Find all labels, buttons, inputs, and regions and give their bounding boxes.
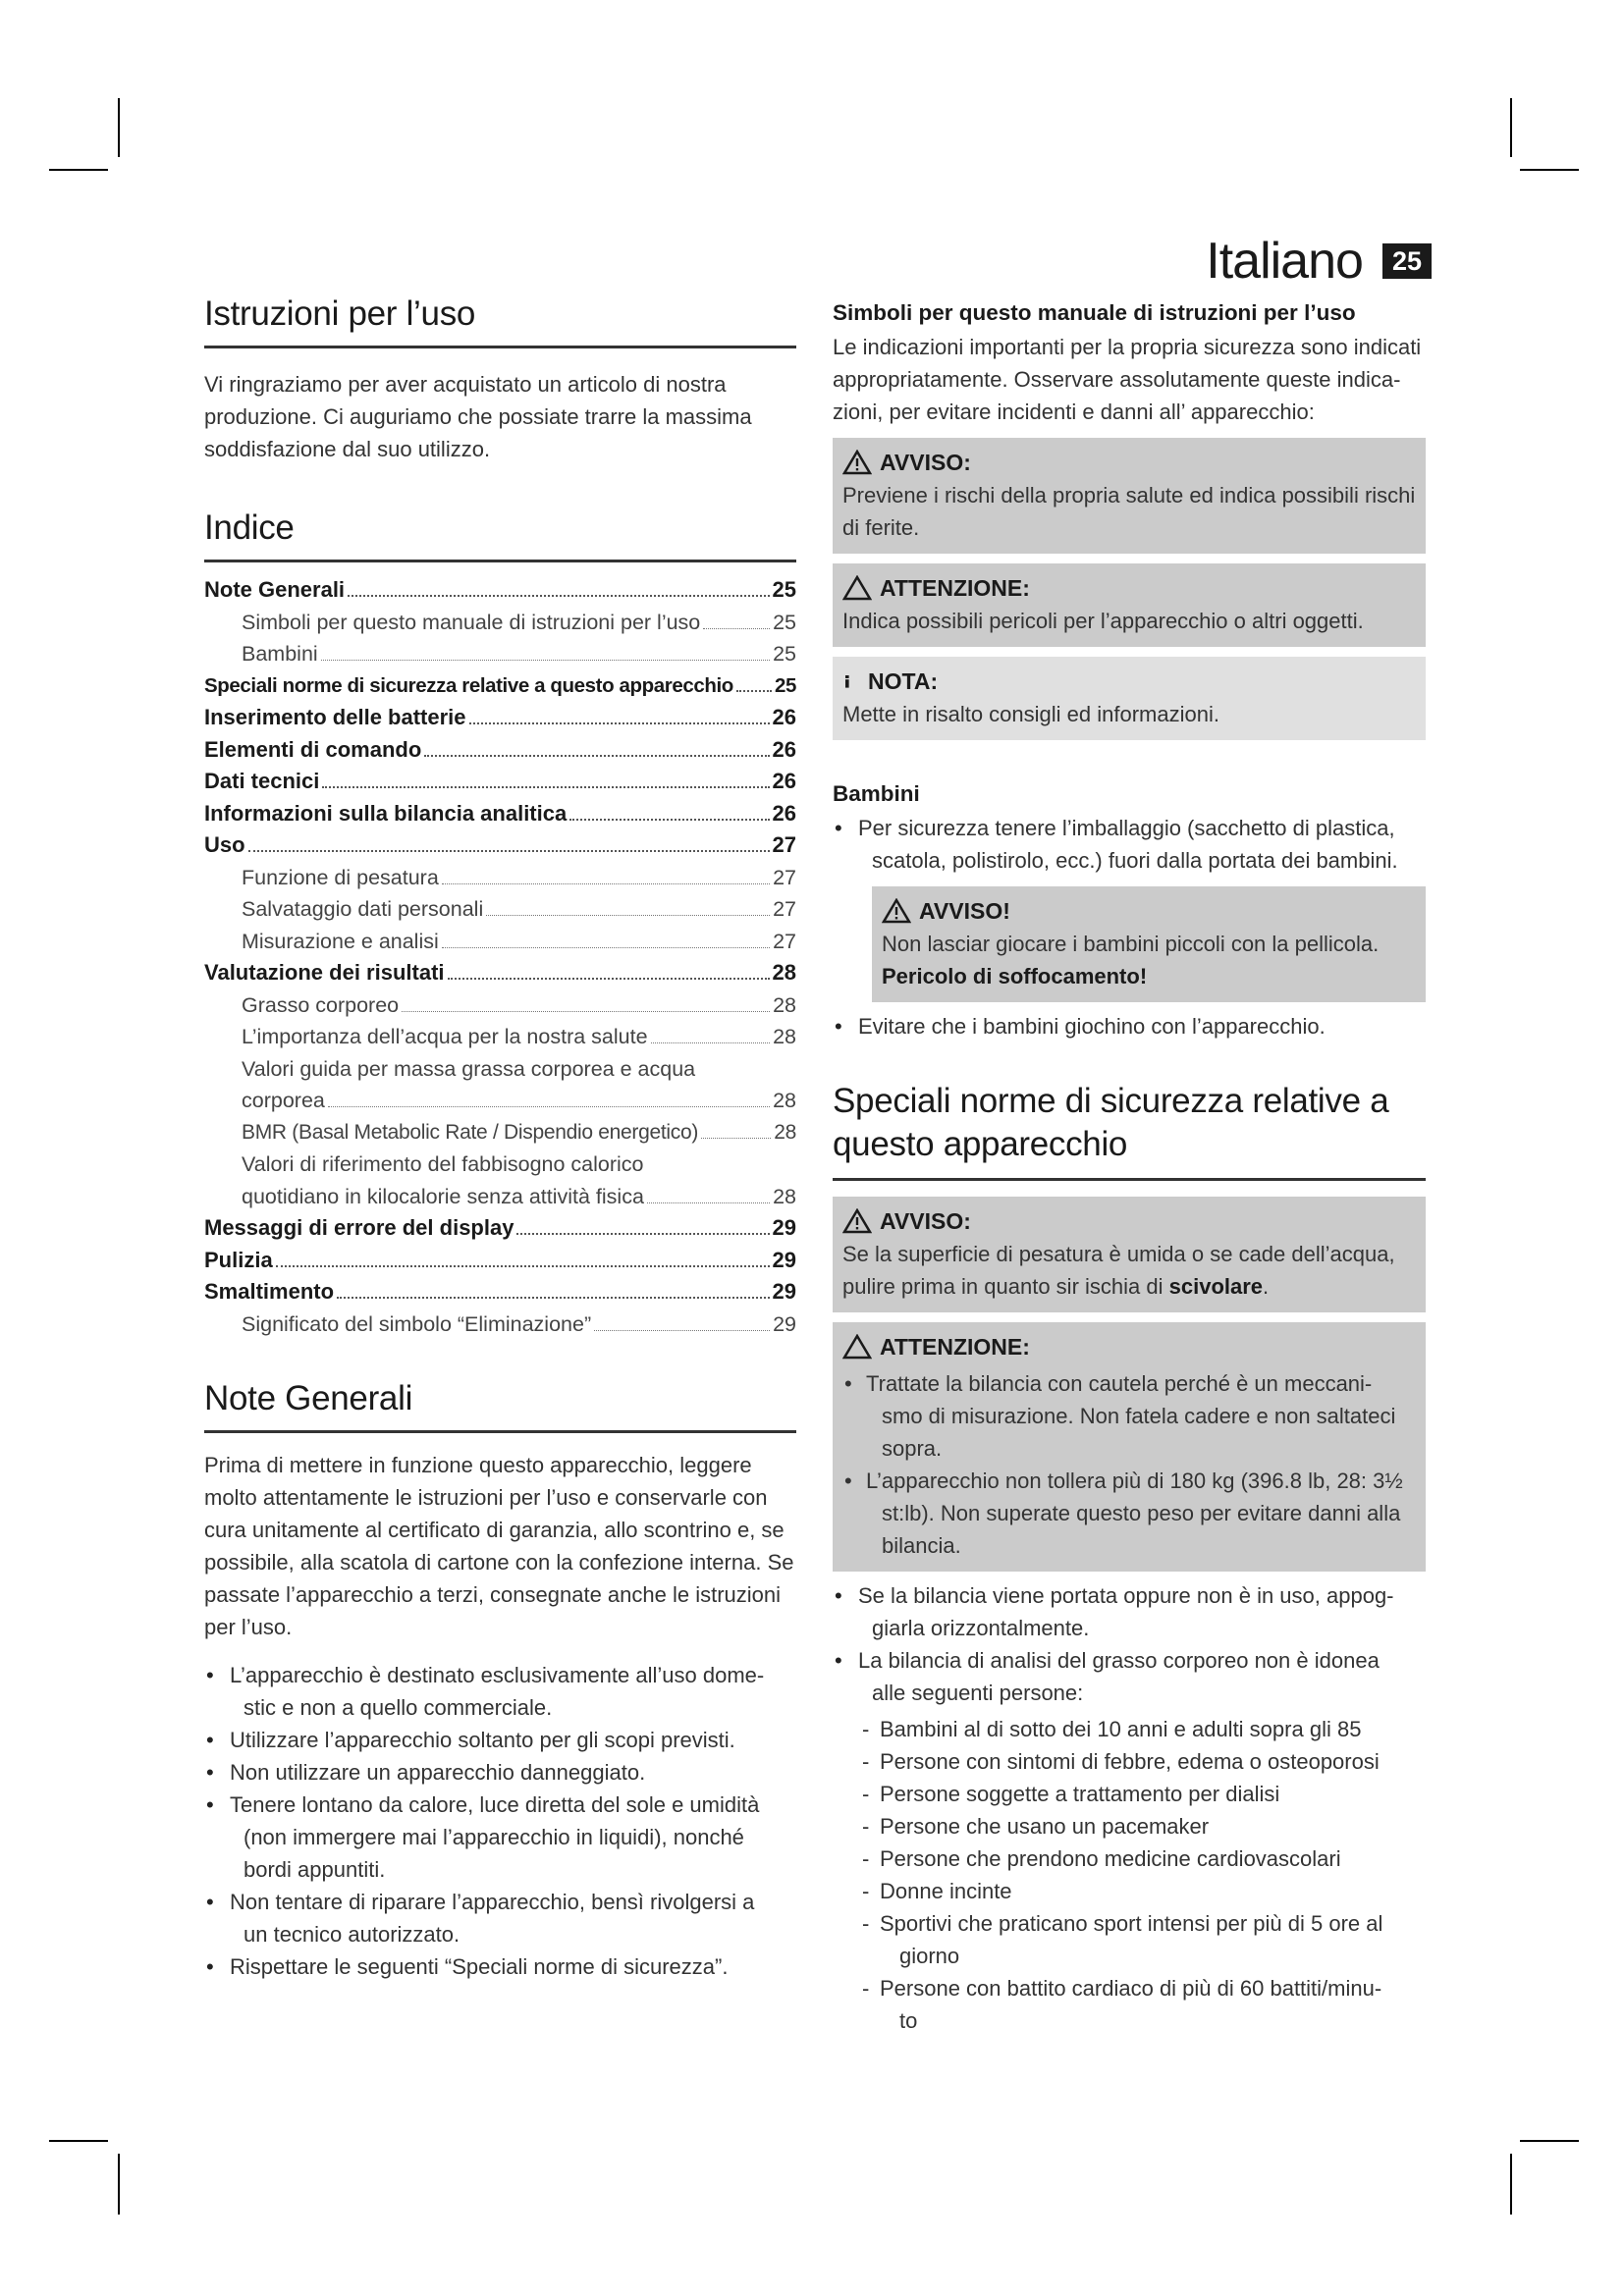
toc-entry[interactable]: Note Generali 25 <box>204 577 796 602</box>
list-item: • Rispettare le seguenti “Speciali norme di sicurezza”. <box>204 1950 796 1983</box>
persons-list <box>833 1713 1426 2037</box>
section-title-instructions: Istruzioni per l’uso <box>204 294 796 348</box>
toc-entry[interactable]: Uso 27 <box>204 832 796 857</box>
list-item: • Non utilizzare un apparecchio danneggiato. <box>204 1756 796 1789</box>
toc-entry[interactable]: Dati tecnici 26 <box>204 769 796 793</box>
general-bullets <box>204 1659 796 1983</box>
caution-icon <box>842 1334 872 1360</box>
list-item: - Persone soggette a trattamento per dialisi <box>862 1778 1426 1810</box>
list-item: - Persone con sintomi di febbre, edema o osteoporosi <box>862 1745 1426 1778</box>
notice-attenzione <box>833 563 1426 647</box>
symbols-text: Le indicazioni importanti per la propria sicurezza sono indicati appropriatamente. Osservare assolutamente queste indica-zioni, per evitare incidenti e danni all’ apparecchio: <box>833 335 1422 424</box>
crop-mark <box>1520 2140 1579 2142</box>
notice-title: NOTA: <box>868 668 939 694</box>
toc-entry[interactable]: Bambini 25 <box>242 642 796 666</box>
notice-special-attenzione <box>833 1322 1426 1572</box>
notice-children-warning <box>872 886 1426 1002</box>
notice-text: Previene i rischi della propria salute ed indica possibili rischi di ferite. <box>842 483 1416 540</box>
list-item: • Utilizzare l’apparecchio soltanto per gli scopi previsti. <box>204 1724 796 1756</box>
toc-entry[interactable]: Pulizia 29 <box>204 1247 796 1272</box>
notice-title: AVVISO: <box>880 1208 971 1234</box>
crop-mark <box>118 2154 120 2215</box>
list-item: • L’apparecchio è destinato esclusivamente all’uso dome- stic e non a quello commerciale. <box>204 1659 796 1724</box>
list-item: - Persone che usano un pacemaker <box>862 1810 1426 1842</box>
children-bullets <box>833 812 1426 877</box>
toc-entry[interactable]: corporea 28 <box>242 1089 796 1112</box>
page-number: 25 <box>1382 243 1432 279</box>
notice-text: Se la superficie di pesatura è umida o se cade dell’acqua, pulire prima in quanto sir ischia di scivolare. <box>842 1242 1395 1299</box>
list-item: - Persone con battito cardiaco di più di 60 battiti/minu- to <box>862 1972 1426 2037</box>
notice-title: ATTENZIONE: <box>880 1334 1030 1360</box>
list-item: • Evitare che i bambini giochino con l’apparecchio. <box>833 1010 1426 1042</box>
toc-entry[interactable]: Misurazione e analisi 27 <box>242 929 796 953</box>
warning-icon <box>842 1208 872 1234</box>
list-item: • L’apparecchio non tollera più di 180 kg (396.8 lb, 28: 3½ st:lb). Non superate questo peso per evitare danni alla bilancia. <box>842 1465 1416 1562</box>
notice-avviso <box>833 438 1426 554</box>
warning-icon <box>842 450 872 475</box>
toc-entry[interactable]: Salvataggio dati personali 27 <box>242 897 796 921</box>
notice-nota <box>833 657 1426 740</box>
table-of-contents <box>204 574 796 1340</box>
toc-entry-line: Valori di riferimento del fabbisogno calorico <box>242 1152 644 1176</box>
right-column <box>833 296 1426 2037</box>
toc-entry[interactable]: Elementi di comando 26 <box>204 736 796 762</box>
list-item: - Sportivi che praticano sport intensi per più di 5 ore al giorno <box>862 1907 1426 1972</box>
toc-entry[interactable]: Smaltimento 29 <box>204 1279 796 1304</box>
section-title-general: Note Generali <box>204 1379 796 1433</box>
section-title-special: Speciali norme di sicurezza relative a questo apparecchio <box>833 1080 1426 1181</box>
section-title-index: Indice <box>204 508 796 562</box>
notice-title: AVVISO: <box>880 450 971 475</box>
toc-entry[interactable]: Simboli per questo manuale di istruzioni per l’uso 25 <box>242 610 796 634</box>
toc-entry[interactable]: Grasso corporeo 28 <box>242 992 796 1017</box>
toc-entry[interactable]: Significato del simbolo “Eliminazione” 29 <box>242 1311 796 1336</box>
notice-special-avviso <box>833 1197 1426 1312</box>
info-icon <box>842 668 860 694</box>
toc-entry-line: Valori guida per massa grassa corporea e acqua <box>242 1056 696 1081</box>
crop-mark <box>1510 2154 1512 2215</box>
symbols-title: Simboli per questo manuale di istruzioni per l’uso <box>833 300 1356 325</box>
toc-entry[interactable]: Valutazione dei risultati 28 <box>204 960 796 985</box>
list-item: - Donne incinte <box>862 1875 1426 1907</box>
crop-mark <box>49 2140 108 2142</box>
notice-text: Mette in risalto consigli ed informazioni. <box>842 702 1219 726</box>
special-bullets <box>833 1579 1426 1709</box>
children-title: Bambini <box>833 781 920 806</box>
list-item: • La bilancia di analisi del grasso corporeo non è idonea alle seguenti persone: <box>833 1644 1426 1709</box>
crop-mark <box>1520 169 1579 171</box>
crop-mark <box>118 98 120 157</box>
list-item: • Se la bilancia viene portata oppure non è in uso, appog- giarla orizzontalmente. <box>833 1579 1426 1644</box>
notice-list <box>842 1367 1416 1562</box>
children-bullets-2 <box>833 1010 1426 1042</box>
crop-mark <box>49 169 108 171</box>
caution-icon <box>842 575 872 601</box>
notice-title: ATTENZIONE: <box>880 575 1030 601</box>
page-header <box>1206 232 1432 291</box>
list-item: • Tenere lontano da calore, luce diretta del sole e umidità (non immergere mai l’apparecchio in liquidi), nonché bordi appuntiti. <box>204 1789 796 1886</box>
list-item: • Per sicurezza tenere l’imballaggio (sacchetto di plastica, scatola, polistirolo, ecc.) fuori dalla portata dei bambini. <box>833 812 1426 877</box>
toc-entry[interactable]: Informazioni sulla bilancia analitica 26 <box>204 800 796 826</box>
notice-text-bold: Pericolo di soffocamento! <box>882 964 1148 988</box>
warning-icon <box>882 898 911 924</box>
language-label: Italiano <box>1206 233 1363 290</box>
list-item: • Trattate la bilancia con cautela perché è un meccani- smo di misurazione. Non fatela cadere e non saltateci sopra. <box>842 1367 1416 1465</box>
list-item: - Persone che prendono medicine cardiovascolari <box>862 1842 1426 1875</box>
toc-entry[interactable]: Messaggi di errore del display 29 <box>204 1215 796 1240</box>
intro-text: Vi ringraziamo per aver acquistato un articolo di nostra produzione. Ci auguriamo che possiate trarre la massima soddisfazione dal suo utilizzo. <box>204 372 752 461</box>
general-text: Prima di mettere in funzione questo apparecchio, leggere molto attentamente le istruzioni per l’uso e conservarle con cura unitamente al certificato di garanzia, allo scontrino e, se possibile, alla scatola di cartone con la confezione interna. Se passate l’apparecchio a terzi, consegnate anche le istruzioni per l’uso. <box>204 1453 794 1639</box>
toc-entry[interactable]: Inserimento delle batterie 26 <box>204 705 796 729</box>
list-item: - Bambini al di sotto dei 10 anni e adulti sopra gli 85 <box>862 1713 1426 1745</box>
left-column <box>204 285 796 1983</box>
notice-text: Non lasciar giocare i bambini piccoli con la pellicola. <box>882 932 1380 956</box>
list-item: • Non tentare di riparare l’apparecchio, bensì rivolgersi a un tecnico autorizzato. <box>204 1886 796 1950</box>
notice-title: AVVISO! <box>919 898 1010 924</box>
toc-entry[interactable]: Speciali norme di sicurezza relative a questo apparecchio 25 <box>204 673 796 697</box>
toc-entry[interactable]: Funzione di pesatura 27 <box>242 865 796 889</box>
toc-entry[interactable]: L’importanza dell’acqua per la nostra salute 28 <box>242 1025 796 1048</box>
notice-text: Indica possibili pericoli per l’apparecchio o altri oggetti. <box>842 609 1364 633</box>
crop-mark <box>1510 98 1512 157</box>
toc-entry[interactable]: BMR (Basal Metabolic Rate / Dispendio energetico) 28 <box>242 1120 796 1144</box>
toc-entry[interactable]: quotidiano in kilocalorie senza attività fisica 28 <box>242 1184 796 1208</box>
